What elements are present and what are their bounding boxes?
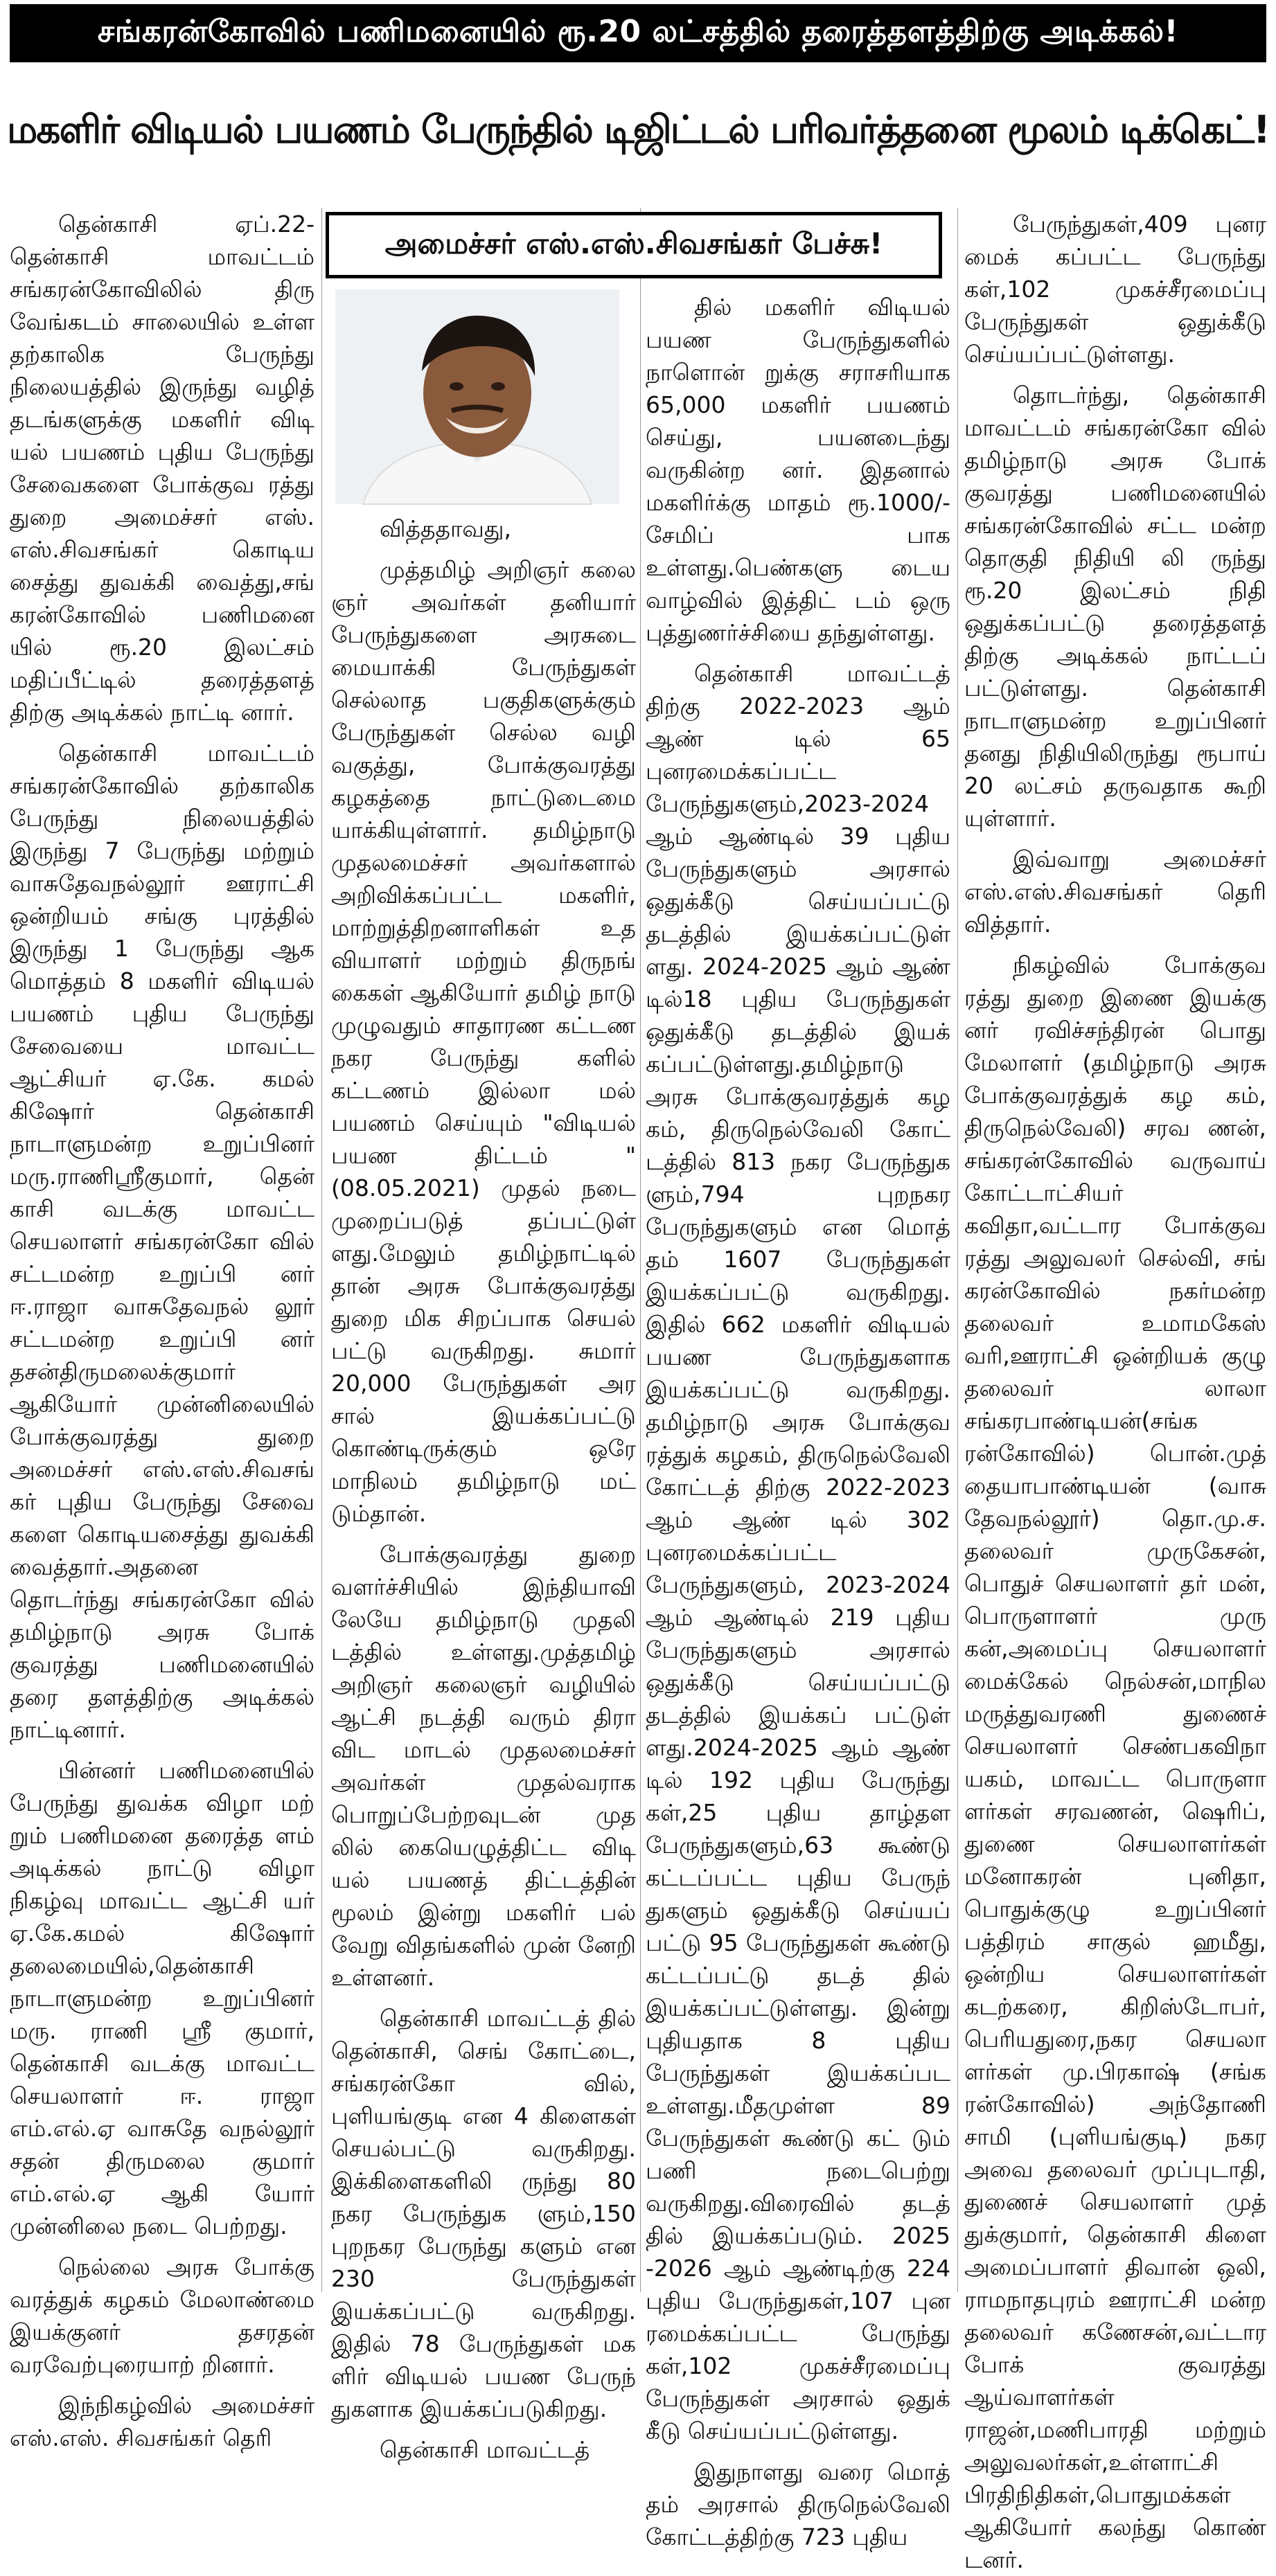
main-headline: மகளிர் விடியல் பயணம் பேருந்தில் டிஜிட்டல் பரிவர்த்தனை மூலம் டிக்கெட்! (7, 107, 1269, 152)
article-paragraph: பேருந்துகள்,409 புனர மைக் கப்பட்ட பேருந்து கள்,102 முகச்சீரமைப்பு பேருந்துகள் ஒதுக்கீடு செய்யப்பட்டுள்ளது. (964, 211, 1266, 368)
article-column-2 (331, 512, 636, 2463)
article-column-1 (10, 208, 314, 2451)
article-paragraph: பின்னர் பணிமனையில் பேருந்து துவக்க விழா மற் றும் பணிமனை தரைத்த ளம் அடிக்கல் நாட்டு விழா நிகழ்வு மாவட்ட ஆட்சி யர் ஏ.கே.கமல் கிஷோர் தலைமையில்,தென்காசி நாடாளுமன்ற உறுப்பினர் மரு. ராணி ஸ்ரீ குமார், தென்காசி வடக்கு மாவட்ட செயலாளர் ஈ. ராஜா எம்.எல்.ஏ வாசுதே வநல்லூர் சதன் திருமலை குமார் எம்.எல்.ஏ ஆகி யோர் முன்னிலை நடை பெற்றது. (10, 1757, 314, 2239)
article-paragraph: வித்ததாவது, (380, 515, 511, 542)
minister-photo (335, 289, 619, 504)
article-paragraph: தென்காசி மாவட்டத் திற்கு 2022-2023 ஆம் ஆண் டில் 65 புனரமைக்கப்பட்ட பேருந்துகளும்,2023-2024 ஆம் ஆண்டில் 39 புதிய பேருந்துகளும் அரசால் ஒதுக்கீடு செய்யப்பட்டு தடத்தில் இயக்கப்பட்டுள் ளது. 2024-2025 ஆம் ஆண் டில்18 புதிய பேருந்துகள் ஒதுக்கீடு தடத்தில் இயக் கப்பட்டுள்ளது.தமிழ்நாடு அரசு போக்குவரத்துக் கழ கம், திருநெல்வேலி கோட் டத்தில் 813 நகர பேருந்துக ளும்,794 புறநகர பேருந்துகளும் என மொத் தம் 1607 பேருந்துகள் இயக்கப்பட்டு வருகிறது. இதில் 662 மகளிர் விடியல் பயண பேருந்துகளாக இயக்கப்பட்டு வருகிறது. தமிழ்நாடு அரசு போக்குவ ரத்துக் கழகம், திருநெல்வேலி கோட்டத் திற்கு 2022-2023 ஆம் ஆண் டில் 302 புனரமைக்கப்பட்ட பேருந்துகளும், 2023-2024 ஆம் ஆண்டில் 219 புதிய பேருந்துகளும் அரசால் ஒதுக்கீடு செய்யப்பட்டு தடத்தில் இயக்கப் பட்டுள் ளது.2024-2025 ஆம் ஆண் டில் 192 புதிய பேருந்து கள்,25 புதிய தாழ்தள பேருந்துகளும்,63 கூண்டு கட்டப்பட்ட புதிய பேருந் துகளும் ஒதுக்கீடு செய்யப் பட்டு 95 பேருந்துகள் கூண்டு கட்டப்பட்டு தடத் தில் இயக்கப்பட்டுள்ளது. இன்று புதியதாக 8 புதிய பேருந்துகள் இயக்கப்பட உள்ளது.மீதமுள்ள 89 பேருந்துகள் கூண்டு கட் டும் பணி நடைபெற்று வருகிறது.விரைவில் தடத் தில் இயக்கப்படும். 2025 -2026 ஆம் ஆண்டிற்கு 224 புதிய பேருந்துகள்,107 புன ரமைக்கப்பட்ட பேருந்து கள்,102 முகச்சீரமைப்பு பேருந்துகள் அரசால் ஒதுக் கீடு செய்யப்பட்டுள்ளது. (646, 660, 950, 2444)
column-rule (640, 208, 641, 2292)
column-rule (321, 208, 322, 2292)
article-paragraph: போக்குவரத்து துறை வளர்ச்சியில் இந்தியாவி லேயே தமிழ்நாடு முதலி டத்தில் உள்ளது.முத்தமிழ் அறிஞர் கலைஞர் வழியில் ஆட்சி நடத்தி வரும் திரா விட மாடல் முதலமைச்சர் அவர்கள் முதல்வராக பொறுப்பேற்றவுடன் முத லில் கையெழுத்திட்ட விடி யல் பயணத் திட்டத்தின் மூலம் இன்று மகளிர் பல் வேறு விதங்களில் முன் னேறி உள்ளனர். (331, 1541, 636, 1991)
article-paragraph: தென்காசி மாவட்டத் (380, 2436, 590, 2463)
article-paragraph: தென்காசி மாவட்டத் தில் தென்காசி, செங் கோட்டை, சங்கரன்கோ வில், புளியங்குடி என 4 கிளைகள் செயல்பட்டு வருகிறது. இக்கிளைகளிலி ருந்து 80 நகர பேருந்துக ளும்,150 புறநகர பேருந்து களும் என 230 பேருந்துகள் இயக்கப்பட்டு வருகிறது. இதில் 78 பேருந்துகள் மக ளிர் விடியல் பயண பேருந் துகளாக இயக்கப்படுகிறது. (331, 2005, 636, 2422)
article-column-3 (646, 291, 950, 2550)
article-column-4 (964, 208, 1266, 2573)
article-paragraph: முத்தமிழ் அறிஞர் கலை ஞர் அவர்கள் தனியார் பேருந்துகளை அரசுடை மையாக்கி பேருந்துகள் செல்லாத பகுதிகளுக்கும் பேருந்துகள் செல்ல வழி வகுத்து, போக்குவரத்து கழகத்தை நாட்டுடைமை யாக்கியுள்ளார். தமிழ்நாடு முதலமைச்சர் அவர்களால் அறிவிக்கப்பட்ட மகளிர், மாற்றுத்திறனாளிகள் உத வியாளர் மற்றும் திருநங் கைகள் ஆகியோர் தமிழ் நாடு முழுவதும் சாதாரண கட்டண நகர பேருந்து களில் கட்டணம் இல்லா மல் பயணம் செய்யும் "விடியல் பயண திட்டம் " (08.05.2021) முதல் நடை முறைப்படுத் தப்பட்டுள் ளது.மேலும் தமிழ்நாட்டில் தான் அரசு போக்குவரத்து துறை மிக சிறப்பாக செயல் பட்டு வருகிறது. சுமார் 20,000 பேருந்துகள் அர சால் இயக்கப்பட்டு கொண்டிருக்கும் ஒரே மாநிலம் தமிழ்நாடு மட் டும்தான். (331, 556, 636, 1527)
article-paragraph: தென்காசி ஏப்.22- தென்காசி மாவட்டம் சங்கரன்கோவிலில் திரு வேங்கடம் சாலையில் உள்ள தற்காலிக பேருந்து நிலையத்தில் இருந்து வழித் தடங்களுக்கு மகளிர் விடி யல் பயணம் புதிய பேருந்து சேவைகளை போக்குவ ரத்து துறை அமைச்சர் எஸ். எஸ்.சிவசங்கர் கொடிய சைத்து துவக்கி வைத்து,சங் கரன்கோவில் பணிமனை யில் ரூ.20 இலட்சம் மதிப்பீட்டில் தரைத்தளத் திற்கு அடிக்கல் நாட்டி னார். (10, 211, 314, 726)
article-paragraph: நிகழ்வில் போக்குவ ரத்து துறை இணை இயக்கு னர் ரவிச்சந்திரன் பொது மேலாளர் (தமிழ்நாடு அரசு போக்குவரத்துக் கழ கம், திருநெல்வேலி) சரவ ணன், சங்கரன்கோவில் வருவாய் கோட்டாட்சியர் கவிதா,வட்டார போக்குவ ரத்து அலுவலர் செல்வி, சங் கரன்கோவில் நகர்மன்ற தலைவர் உமாமகேஸ் வரி,ஊராட்சி ஒன்றியக் குழு தலைவர் லாலா சங்கரபாண்டியன்(சங்க ரன்கோவில்) பொன்.முத் தையாபாண்டியன் (வாசு தேவநல்லூர்) தொ.மு.ச. தலைவர் முருகேசன், பொதுச் செயலாளர் தர் மன், பொருளாளர் முரு கன்,அமைப்பு செயலாளர் மைக்கேல் நெல்சன்,மாநில மருத்துவரணி துணைச் செயலாளர் செண்பகவிநா யகம், மாவட்ட பொருளா ளர்கள் சரவணன், ஷெரிப், துணை செயலாளர்கள் மனோகரன் புனிதா, பொதுக்குழு உறுப்பினர் பத்திரம் சாகுல் ஹமீது, ஒன்றிய செயலாளர்கள் கடற்கரை, கிறிஸ்டோபர், பெரியதுரை,நகர செயலா ளர்கள் மு.பிரகாஷ் (சங்க ரன்கோவில்) அந்தோணி சாமி (புளியங்குடி) நகர அவை தலைவர் முப்புடாதி, துணைச் செயலாளர் முத் துக்குமார், தென்காசி கிளை அமைப்பாளர் திவான் ஒலி, ராமநாதபுரம் ஊராட்சி மன்ற தலைவர் கணேசன்,வட்டார போக் குவரத்து ஆய்வாளர்கள் ராஜன்,மணிபாரதி மற்றும் அலுவலர்கள்,உள்ளாட்சி பிரதிநிதிகள்,பொதுமக்கள் ஆகியோர் கலந்து கொண் டனர். (964, 951, 1266, 2573)
article-paragraph: இதுநாளது வரை மொத் தம் அரசால் திருநெல்வேலி கோட்டத்திற்கு 723 புதிய (646, 2458, 950, 2550)
article-paragraph: தில் மகளிர் விடியல் பயண பேருந்துகளில் நாளொன் றுக்கு சராசரியாக 65,000 மகளிர் பயணம் செய்து, பயனடைந்து வருகின்ற னர். இதனால் மகளிர்க்கு மாதம் ரூ.1000/- சேமிப் பாக உள்ளது.பெண்களு டைய வாழ்வில் இத்திட் டம் ஒரு புத்துணர்ச்சியை தந்துள்ளது. (646, 294, 950, 646)
column-rule (957, 208, 958, 2292)
portrait-photo-icon (335, 289, 619, 504)
article-paragraph: இவ்வாறு அமைச்சர் எஸ்.எஸ்.சிவசங்கர் தெரி வித்தார். (964, 846, 1266, 938)
article-paragraph: நெல்லை அரசு போக்கு வரத்துக் கழகம் மேலாண்மை இயக்குனர் தசரதன் வரவேற்புரையாற் றினார். (10, 2253, 314, 2378)
article-paragraph: தென்காசி மாவட்டம் சங்கரன்கோவில் தற்காலிக பேருந்து நிலையத்தில் இருந்து 7 பேருந்து மற்றும் வாசுதேவநல்லூர் ஊராட்சி ஒன்றியம் சங்கு புரத்தில் இருந்து 1 பேருந்து ஆக மொத்தம் 8 மகளிர் விடியல் பயணம் புதிய பேருந்து சேவையை மாவட்ட ஆட்சியர் ஏ.கே. கமல் கிஷோர் தென்காசி நாடாளுமன்ற உறுப்பினர் மரு.ராணிஸ்ரீகுமார், தென் காசி வடக்கு மாவட்ட செயலாளர் சங்கரன்கோ வில் சட்டமன்ற உறுப்பி னர் ஈ.ராஜா வாசுதேவநல் லூர் சட்டமன்ற உறுப்பி னர் தசன்திருமலைக்குமார் ஆகியோர் முன்னிலையில் போக்குவரத்து துறை அமைச்சர் எஸ்.எஸ்.சிவசங் கர் புதிய பேருந்து சேவை களை கொடியசைத்து துவக்கி வைத்தார்.அதனை தொடர்ந்து சங்கரன்கோ வில் தமிழ்நாடு அரசு போக் குவரத்து பணிமனையில் தரை தளத்திற்கு அடிக்கல் நாட்டினார். (10, 740, 314, 1743)
article-paragraph: இந்நிகழ்வில் அமைச்சர் எஸ்.எஸ். சிவசங்கர் தெரி (10, 2392, 314, 2451)
kicker-headline: சங்கரன்கோவில் பணிமனையில் ரூ.20 லட்சத்தில் தரைத்தளத்திற்கு அடிக்கல்! (10, 4, 1266, 62)
article-paragraph: தொடர்ந்து, தென்காசி மாவட்டம் சங்கரன்கோ வில் தமிழ்நாடு அரசு போக் குவரத்து பணிமனையில் சங்கரன்கோவில் சட்ட மன்ற தொகுதி நிதியி லி ருந்து ரூ.20 இலட்சம் நிதி ஒதுக்கப்பட்டு தரைத்தளத் திற்கு அடிக்கல் நாட்டப் பட்டுள்ளது. தென்காசி நாடாளுமன்ற உறுப்பினர் தனது நிதியிலிருந்து ரூபாய் 20 லட்சம் தருவதாக கூறி யுள்ளார். (964, 382, 1266, 832)
subheadline: அமைச்சர் எஸ்.எஸ்.சிவசங்கர் பேச்சு! (326, 212, 942, 278)
